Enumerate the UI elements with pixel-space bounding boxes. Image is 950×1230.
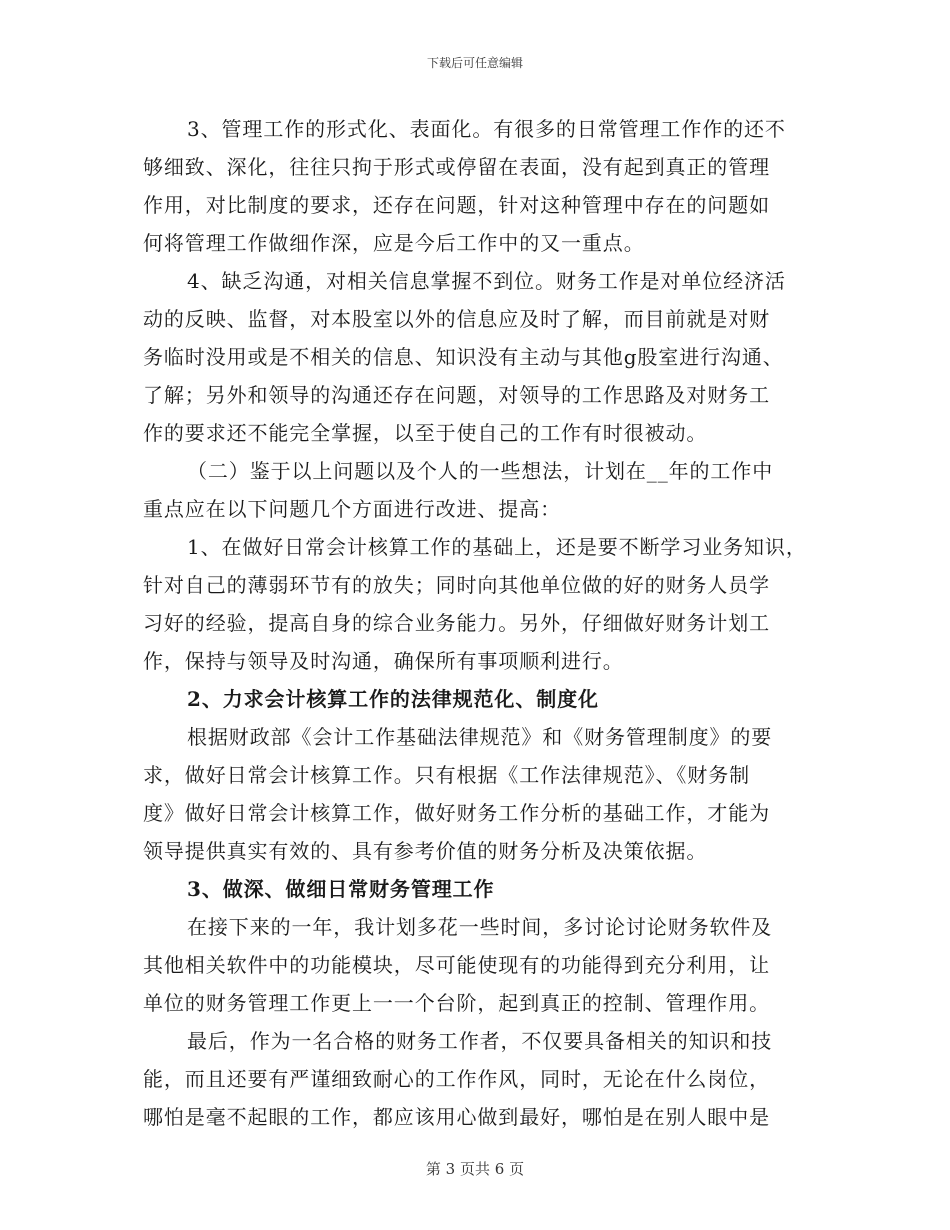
paragraph-line: 度》做好日常会计核算工作，做好财务工作分析的基础工作，才能为 (143, 801, 770, 825)
paragraph-line: 在接下来的一年，我计划多花一些时间，多讨论讨论财务软件及 (187, 915, 773, 939)
page-header: 下载后可任意编辑 (426, 56, 523, 70)
paragraph-line: 何将管理工作做细作深，应是今后工作中的又一重点。 (143, 231, 645, 255)
paragraph-line: 够细致、深化，往往只拘于形式或停留在表面，没有起到真正的管理 (143, 155, 770, 179)
paragraph-line: 最后，作为一名合格的财务工作者，不仅要具备相关的知识和技 (187, 1029, 773, 1053)
paragraph-line: 根据财政部《会计工作基础法律规范》和《财务管理制度》的要 (187, 725, 773, 749)
paragraph-line: 单位的财务管理工作更上一一个台阶，起到真正的控制、管理作用。 (143, 991, 770, 1015)
paragraph-line: 作的要求还不能完全掌握，以至于使自己的工作有时很被动。 (143, 421, 708, 445)
document-body (143, 110, 823, 1136)
section-heading: 2、力求会计核算工作的法律规范化、制度化 (187, 687, 599, 711)
paragraph-line: 务临时没用或是不相关的信息、知识没有主动与其他g股室进行沟通、 (143, 345, 784, 369)
paragraph-line: 能，而且还要有严谨细致耐心的工作作风，同时，无论在什么岗位， (143, 1067, 770, 1091)
paragraph-line: 作，保持与领导及时沟通，确保所有事项顺利进行。 (143, 649, 624, 673)
section-heading: 3、做深、做细日常财务管理工作 (187, 877, 495, 901)
paragraph-line: （二）鉴于以上问题以及个人的一些想法，计划在__年的工作中 (187, 459, 774, 483)
paragraph-line: 作用，对比制度的要求，还存在问题，针对这种管理中存在的问题如 (143, 193, 770, 217)
paragraph-line: 习好的经验，提高自身的综合业务能力。另外，仔细做好财务计划工 (143, 611, 770, 635)
paragraph-line: 1、在做好日常会计核算工作的基础上，还是要不断学习业务知识， (187, 535, 807, 559)
paragraph-line: 3、管理工作的形式化、表面化。有很多的日常管理工作作的还不 (187, 117, 786, 141)
paragraph-line: 了解；另外和领导的沟通还存在问题，对领导的工作思路及对财务工 (143, 383, 770, 407)
paragraph-line: 哪怕是毫不起眼的工作，都应该用心做到最好，哪怕是在别人眼中是 (143, 1105, 770, 1129)
paragraph-line: 针对自己的薄弱环节有的放失；同时向其他单位做的好的财务人员学 (143, 573, 770, 597)
page-number: 第 3 页共 6 页 (425, 1160, 525, 1178)
paragraph-line: 求，做好日常会计核算工作。只有根据《工作法律规范》、《财务制 (143, 763, 750, 787)
paragraph-line: 领导提供真实有效的、具有参考价值的财务分析及决策依据。 (143, 839, 708, 863)
paragraph-line: 其他相关软件中的功能模块，尽可能使现有的功能得到充分利用，让 (143, 953, 770, 977)
paragraph-line: 动的反映、监督，对本股室以外的信息应及时了解，而目前就是对财 (143, 307, 770, 331)
paragraph-line: 重点应在以下问题几个方面进行改进、提高： (143, 497, 561, 521)
paragraph-line: 4、缺乏沟通，对相关信息掌握不到位。财务工作是对单位经济活 (187, 269, 786, 293)
